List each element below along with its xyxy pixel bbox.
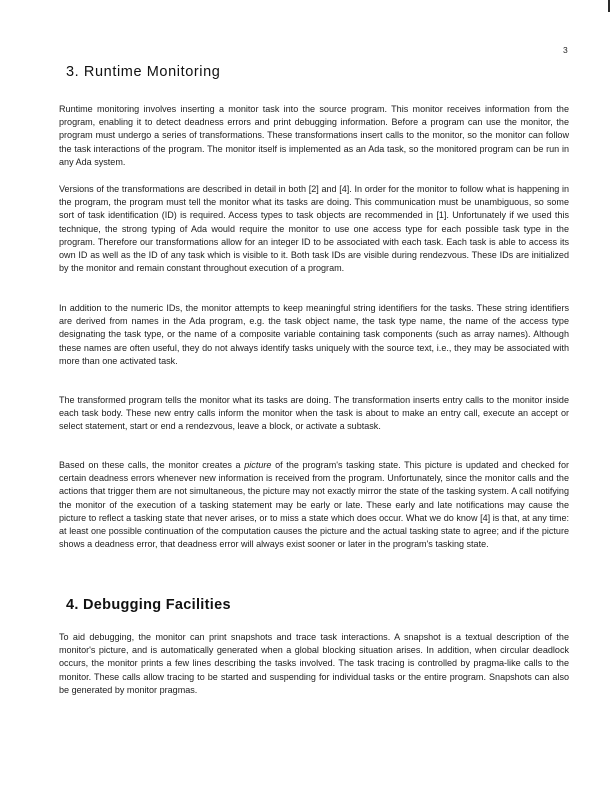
picture-emphasis: picture xyxy=(244,460,272,470)
paragraph-string-identifiers: In addition to the numeric IDs, the monitor attempts to keep meaningful string identifiers for the tasks. These string identifiers are derived from names in the Ada program, e.g. the task object name, the task type name, the name of the access type designating the task type, or the name of a composite variable containing task components (such as array names). Although these names are often useful, they do not always identify tasks uniquely with the source text, i.e., they may be associated with more than one activated task. xyxy=(59,303,569,366)
picture-text-before: Based on these calls, the monitor creates a xyxy=(59,460,245,470)
paragraph-tasking-picture xyxy=(59,459,569,551)
picture-text-after: of the program's tasking state. This picture is updated and checked for certain deadness errors whenever new information is received from the program. Unfortunately, since the monitor calls and the actions that trigger them are not simultaneous, the picture may not exactly mirror the state of the tasking system. A call notifying the monitor of the execution of a tasking statement may be early or late. These early and late notifications may cause the picture to reflect a tasking state that never arises, or to miss a state which does occur. What we do know [4] is that, at any time: at least one possible continuation of the computation causes the picture and the actual tasking state to agree; and if the picture shows a deadness error, that deadness error will always exist sooner or later in the program's tasking state. xyxy=(59,460,569,550)
page-edge-mark xyxy=(608,0,610,12)
page-number: 3 xyxy=(563,45,568,55)
paragraph-entry-calls: The transformed program tells the monitor what its tasks are doing. The transformation inserts entry calls to the monitor inside each task body. These new entry calls inform the monitor when the task is about to make an entry call, execute an accept or select statement, start or end a rendezvous, leave a block, or activate a subtask. xyxy=(59,395,569,432)
paragraph-debugging: To aid debugging, the monitor can print snapshots and trace task interactions. A snapshot is a textual description of the monitor's picture, and is automatically generated when a global blocking situation arises. In addition, when circular deadlock occurs, the monitor prints a few lines describing the tasks involved. The task tracing is controlled by pragma-like calls to the monitor. These calls allow tracing to be started and suspending for individual tasks or the entire program. Snapshots can also be generated by monitor pragmas. xyxy=(59,632,569,695)
paragraph-runtime-intro: Runtime monitoring involves inserting a monitor task into the source program. This monitor receives information from the program, enabling it to detect deadness errors and print debugging information. Before a program can use the monitor, the program must undergo a series of transformations. These transformations insert calls to the monitor, so the monitor can follow the task interactions of the program. The monitor itself is implemented as an Ada task, so the monitored program can be run in any Ada system. xyxy=(59,104,569,167)
section-heading-debugging-facilities: 4. Debugging Facilities xyxy=(66,597,231,613)
paragraph-transformations: Versions of the transformations are described in detail in both [2] and [4]. In order for the monitor to follow what is happening in the program, the program must tell the monitor what its tasks are doing. This communication must be unambiguous, so some sort of task identification (ID) is required. Access types to task objects are recommended in [1]. Unfortunately if we used this technique, the strong typing of Ada would require the monitor to use one access type for each possible task type in the program. Therefore our transformations allow for an integer ID to be associated with each task. Each task is able to access its own ID as well as the ID of any task which is visible to it. Both task IDs are visible during rendezvous. These IDs are initialized by the monitor and remain constant throughout execution of a program. xyxy=(59,184,569,274)
section-heading-runtime-monitoring: 3. Runtime Monitoring xyxy=(66,64,221,80)
